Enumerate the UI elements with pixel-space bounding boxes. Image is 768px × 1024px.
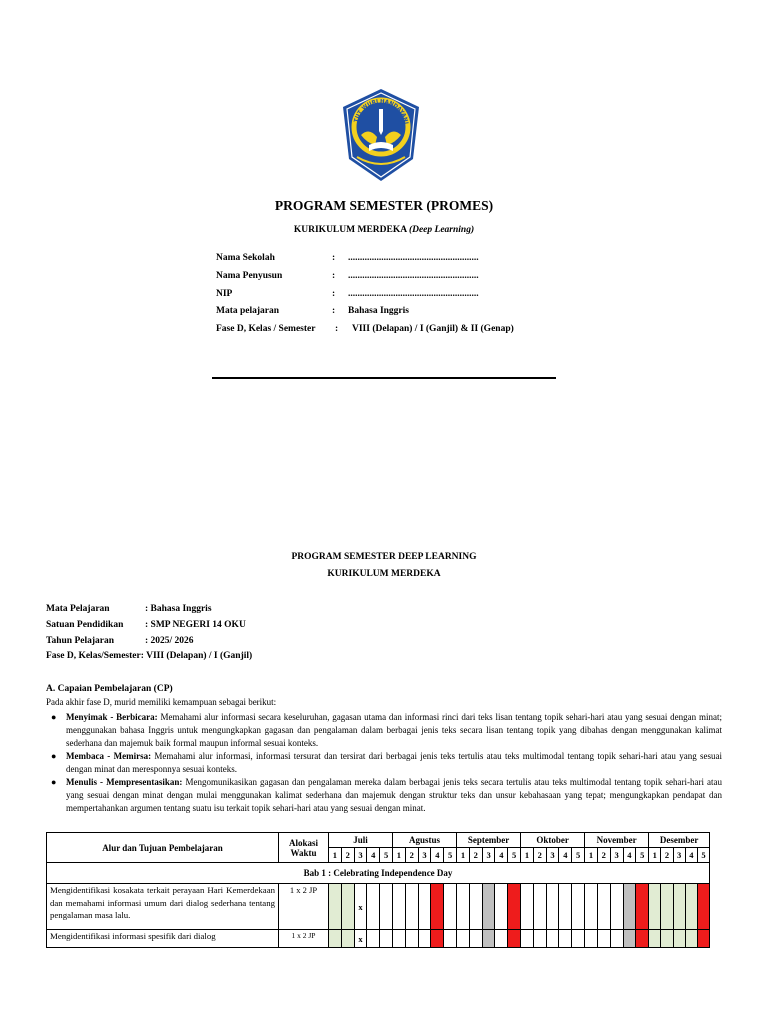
cp-item-text: Memahami alur informasi secara keseluruhan, gagasan utama dan informasi rinci dari teks lisan tentang topik sehari-hari atau yang sesuai dengan minat; menggunakan bahasa Inggris untuk mengungkapkan gagasan dan pengalaman dalam berbagai jenis teks secara lisan tentang topik yang dibahas dengan menggunakan kalimat sederhana dan majemuk baik formal maupun informal sesuai konteks.: [66, 712, 722, 748]
cp-item-text: Memahami alur informasi, informasi tersurat dan tersirat dari berbagai jenis teks tertulis atau teks multimodal tentang topik sehari-hari atau yang sesuai dengan minat dan meresponnya sesuai konteks.: [66, 751, 722, 774]
logo-ring-text: TUT WURI HANDAYANI: [353, 98, 409, 125]
info-label: Mata Pelajaran: [46, 604, 110, 614]
week-cell: [521, 884, 534, 930]
header-week: 5: [636, 848, 649, 863]
week-cell: [661, 884, 673, 930]
cp-item-heading: Menulis - Mempresentasikan:: [66, 777, 183, 787]
cp-item: [46, 776, 722, 815]
week-cell: [685, 884, 697, 930]
identity-value: .......................................................: [348, 271, 479, 281]
header-week: 2: [469, 848, 482, 863]
week-cell: [597, 884, 610, 930]
header-week: 3: [418, 848, 431, 863]
week-cell: [341, 884, 354, 930]
header-month: Desember: [649, 833, 710, 848]
week-cell: [457, 884, 470, 930]
header-week: 1: [649, 848, 661, 863]
week-cell: [623, 930, 636, 948]
week-cell: [546, 884, 559, 930]
week-cell: [521, 930, 534, 948]
identity-row: [216, 306, 409, 316]
week-cell: [597, 930, 610, 948]
header-week: 2: [533, 848, 546, 863]
page2-title-line1: PROGRAM SEMESTER DEEP LEARNING: [291, 552, 477, 562]
week-cell: [469, 884, 482, 930]
page2-title-line2: KURIKULUM MERDEKA: [327, 569, 441, 579]
identity-colon: :: [332, 253, 336, 263]
table-header-row: [47, 833, 710, 848]
week-cell: [649, 930, 661, 948]
header-month: Juli: [329, 833, 393, 848]
week-cell: [508, 930, 521, 948]
week-cell: [457, 930, 470, 948]
header-week: 3: [673, 848, 685, 863]
week-cell: [329, 930, 342, 948]
chapter-row: [47, 863, 710, 884]
allocation-cell: 1 x 2 JP: [279, 930, 329, 948]
week-cell: [405, 930, 418, 948]
week-cell: [623, 884, 636, 930]
week-cell: [559, 884, 572, 930]
identity-row: [216, 324, 514, 334]
week-cell: [661, 930, 673, 948]
header-month: November: [585, 833, 649, 848]
week-cell: [380, 930, 393, 948]
identity-label: Fase D, Kelas / Semester: [216, 324, 316, 334]
week-cell: [367, 930, 380, 948]
week-cell: [673, 930, 685, 948]
info-label: Satuan Pendidikan: [46, 620, 124, 630]
identity-row: [216, 253, 479, 263]
header-week: 2: [597, 848, 610, 863]
week-cell: [393, 930, 406, 948]
week-cell: [533, 884, 546, 930]
header-week: 1: [521, 848, 534, 863]
info-row: [46, 604, 212, 614]
identity-colon: :: [335, 324, 339, 334]
header-week: 3: [610, 848, 623, 863]
week-cell: [469, 930, 482, 948]
week-cell: [697, 930, 709, 948]
week-cell: [559, 930, 572, 948]
week-cell: [393, 884, 406, 930]
week-cell: [572, 884, 585, 930]
header-week: 4: [367, 848, 380, 863]
week-cell: [685, 930, 697, 948]
header-month: September: [457, 833, 521, 848]
identity-label: NIP: [216, 289, 233, 299]
identity-colon: :: [332, 306, 336, 316]
goal-cell: Mengidentifikasi informasi spesifik dari dialog: [47, 930, 279, 948]
identity-row: [216, 271, 479, 281]
identity-label: Nama Penyusun: [216, 271, 283, 281]
header-week: 4: [495, 848, 508, 863]
header-week: 5: [572, 848, 585, 863]
week-cell: [405, 884, 418, 930]
identity-value: .......................................................: [348, 253, 479, 263]
header-week: 1: [457, 848, 470, 863]
identity-colon: :: [332, 289, 336, 299]
week-cell: [610, 884, 623, 930]
divider-line: [212, 377, 556, 379]
week-cell: [585, 930, 598, 948]
header-week: 3: [354, 848, 367, 863]
identity-row: [216, 289, 479, 299]
week-cell: [380, 884, 393, 930]
week-cell: [495, 884, 508, 930]
info-value: : VIII (Delapan) / I (Ganjil): [140, 651, 253, 661]
week-cell: [341, 930, 354, 948]
info-row: [46, 651, 252, 661]
week-cell: [431, 884, 444, 930]
header-week: 2: [661, 848, 673, 863]
week-cell: [482, 884, 495, 930]
bullet-icon: ●: [51, 751, 57, 761]
identity-value: Bahasa Inggris: [348, 306, 409, 316]
info-row: [46, 636, 194, 646]
week-cell: [495, 930, 508, 948]
week-cell: [636, 884, 649, 930]
identity-label: Mata pelajaran: [216, 306, 280, 316]
week-cell: [329, 884, 342, 930]
header-goal: Alur dan Tujuan Pembelajaran: [47, 833, 279, 863]
cp-section-title: A. Capaian Pembelajaran (CP): [46, 684, 173, 694]
header-week: 1: [329, 848, 342, 863]
week-cell: [482, 930, 495, 948]
week-cell: [673, 884, 685, 930]
header-week: 4: [559, 848, 572, 863]
week-cell: [367, 884, 380, 930]
cp-item-text: Mengomunikasikan gagasan dan pengalaman mereka dalam berbagai jenis teks secara tertulis atau teks multimodal tentang topik sehari-hari atau yang sesuai dengan minat dengan mulai menggunakan kalimat sederhana dan majemuk dengan struktur teks dan unsur kebahasaan yang tepat; mengungkapkan pendapat dan mempertahankan argumen tentang suatu isu terkait topik sehari-hari atau yang sesuai dengan minat.: [66, 777, 722, 813]
info-label: Tahun Pelajaran: [46, 636, 115, 646]
cp-item-heading: Menyimak - Berbicara:: [66, 712, 158, 722]
week-cell: [610, 930, 623, 948]
cp-list: [46, 711, 722, 815]
week-cell: [585, 884, 598, 930]
identity-label: Nama Sekolah: [216, 253, 275, 263]
header-week: 4: [431, 848, 444, 863]
header-week: 5: [444, 848, 457, 863]
info-row: [46, 620, 246, 630]
tut-wuri-handayani-logo: [339, 87, 423, 183]
info-label: Fase D, Kelas/Semester: [46, 651, 141, 661]
chapter-title: Bab 1 : Celebrating Independence Day: [47, 863, 710, 884]
week-cell: [697, 884, 709, 930]
bullet-icon: ●: [51, 777, 57, 787]
info-value: : SMP NEGERI 14 OKU: [145, 620, 246, 630]
header-week: 1: [393, 848, 406, 863]
week-cell-marked: x: [354, 930, 367, 948]
header-week: 3: [546, 848, 559, 863]
cp-intro: Pada akhir fase D, murid memiliki kemampuan sebagai berikut:: [46, 697, 277, 707]
info-value: : Bahasa Inggris: [145, 604, 212, 614]
cp-item: [46, 750, 722, 776]
week-cell: [572, 930, 585, 948]
bullet-icon: ●: [51, 712, 57, 722]
identity-colon: :: [332, 271, 336, 281]
week-cell: [546, 930, 559, 948]
week-cell: [418, 930, 431, 948]
week-cell: [418, 884, 431, 930]
cover-title: PROGRAM SEMESTER (PROMES): [274, 198, 494, 213]
allocation-cell: 1 x 2 JP: [279, 884, 329, 930]
header-week: 3: [482, 848, 495, 863]
week-cell: [533, 930, 546, 948]
header-month: Agustus: [393, 833, 457, 848]
header-week: 4: [685, 848, 697, 863]
header-week: 5: [697, 848, 709, 863]
week-cell: [649, 884, 661, 930]
identity-value: .......................................................: [348, 289, 479, 299]
header-week: 5: [380, 848, 393, 863]
subtitle-italic: (Deep Learning): [408, 225, 475, 235]
schedule-table: [46, 832, 710, 948]
cp-item: [46, 711, 722, 750]
identity-value: VIII (Delapan) / I (Ganjil) & II (Genap): [352, 324, 514, 334]
header-week: 2: [405, 848, 418, 863]
table-row: [47, 884, 710, 930]
header-allocation: Alokasi Waktu: [279, 833, 329, 863]
header-week: 1: [585, 848, 598, 863]
subtitle-main: KURIKULUM MERDEKA: [293, 225, 407, 235]
header-week: 2: [341, 848, 354, 863]
week-cell: [431, 930, 444, 948]
header-week: 5: [508, 848, 521, 863]
cp-item-heading: Membaca - Memirsa:: [66, 751, 152, 761]
week-cell-marked: x: [354, 884, 367, 930]
week-cell: [508, 884, 521, 930]
table-row: [47, 930, 710, 948]
week-cell: [444, 884, 457, 930]
header-week: 4: [623, 848, 636, 863]
cover-subtitle: [0, 225, 768, 235]
week-cell: [636, 930, 649, 948]
goal-cell: Mengidentifikasi kosakata terkait perayaan Hari Kemerdekaan dan memahami informasi umum dari dialog sederhana tentang pengalaman masa lalu.: [47, 884, 279, 930]
week-cell: [444, 930, 457, 948]
header-month: Oktober: [521, 833, 585, 848]
info-value: : 2025/ 2026: [145, 636, 194, 646]
logo-pen: [379, 109, 383, 135]
